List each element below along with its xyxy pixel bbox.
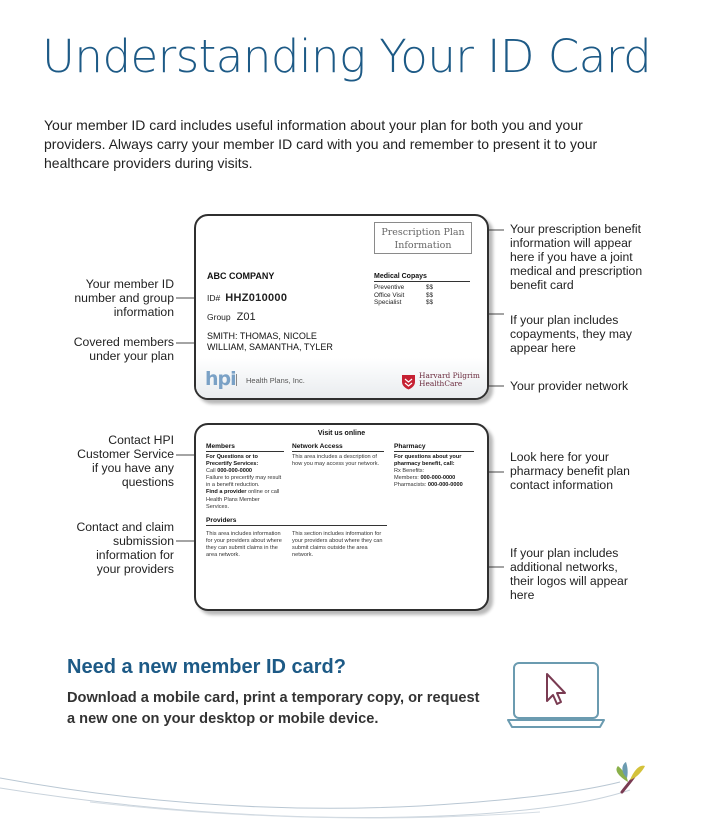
copay-row [374, 299, 470, 307]
call-label: Call [206, 468, 216, 475]
callout-covered-members: Covered members under your plan [73, 335, 174, 363]
cta-heading: Need a new member ID card? [67, 656, 346, 678]
company-name: ABC COMPANY [207, 271, 275, 281]
find-provider-heading: Find a provider [206, 489, 247, 496]
harvard-pilgrim-shield-icon [401, 374, 416, 390]
visit-online-heading: Visit us online [317, 430, 366, 437]
covered-members-line1: SMITH: THOMAS, NICOLE [207, 331, 317, 341]
hpi-tagline: Health Plans, Inc. [246, 376, 305, 385]
logo-divider [236, 374, 237, 386]
cta-body: Download a mobile card, print a temporary copy, or request a new one on your desktop or mobile device. [67, 690, 480, 727]
member-id-value: HHZ010000 [225, 292, 288, 304]
callout-provider-network: Your provider network [510, 379, 629, 393]
callout-contact-hpi: Contact HPI Customer Service if you have any questions [77, 433, 174, 489]
callout-prescription: Your prescription benefit information will appear here if you have a joint medical and prescription benefit card [510, 222, 643, 292]
copay-value: $$ [426, 299, 434, 307]
precertify-note: Failure to precertify may result in a benefit reduction. [206, 475, 282, 489]
callout-copayments: If your plan includes copayments, they may appear here [510, 313, 632, 355]
group-line [207, 311, 256, 323]
questions-heading: For Questions or to Precertify Services: [206, 454, 259, 468]
copay-row [374, 284, 470, 292]
id-card-front [194, 214, 489, 400]
member-id-line [207, 292, 287, 304]
pharmacy-heading: Pharmacy [394, 443, 474, 452]
network-access-column [292, 443, 384, 468]
rx-box-line2: Information [394, 240, 452, 251]
members-heading: Members [206, 443, 284, 452]
medical-copays [374, 273, 470, 307]
pharmacists-label: Pharmacists: [394, 482, 427, 489]
callout-member-id: Your member ID number and group information [74, 277, 174, 319]
members-column [206, 443, 284, 511]
pharmacy-questions: For questions about your pharmacy benefit, call: [394, 454, 462, 468]
harvard-pilgrim-logo-text [419, 372, 480, 388]
member-phone: 000-000-0000 [217, 468, 253, 475]
providers-heading: Providers [206, 517, 387, 526]
id-label: ID# [207, 293, 221, 303]
laptop-cursor-icon [507, 660, 605, 730]
pharmacists-phone: 000-000-0000 [427, 482, 463, 489]
copay-label: Specialist [374, 299, 402, 307]
group-value: Z01 [236, 311, 256, 323]
pharmacy-text [394, 454, 474, 489]
hpi-logo: hpi [205, 368, 236, 390]
network-access-text: This area includes a description of how you may access your network. [292, 454, 380, 468]
members-text [206, 454, 284, 511]
copays-title: Medical Copays [374, 273, 470, 282]
providers-section [206, 517, 387, 528]
pharmacy-members-label: Members: [394, 475, 419, 482]
hp-logo-line2: HealthCare [419, 379, 463, 388]
copay-value: $$ [426, 284, 434, 291]
pharmacy-members-phone: 000-000-0000 [420, 475, 456, 482]
callout-pharmacy: Look here for your pharmacy benefit plan contact information [510, 450, 630, 492]
copay-row [374, 292, 470, 300]
callout-networks: If your plan includes additional networks, their logos will appear here [510, 546, 628, 602]
intro-paragraph: Your member ID card includes useful information about your plan for both you and your providers. Always carry your member ID card with you and remember to present it to your healthcare providers during visits. [44, 117, 598, 171]
hp-logo-line1: Harvard Pilgrim [419, 371, 480, 380]
pharmacy-column [394, 443, 474, 489]
footer-swoosh [0, 740, 713, 826]
network-access-heading: Network Access [292, 443, 384, 452]
copay-label: Preventive [374, 284, 405, 291]
id-card-back [194, 423, 489, 611]
copay-value: $$ [426, 291, 434, 299]
providers-text-2: This section includes information for your providers about where they can submit claims outside the area network. [292, 531, 383, 559]
providers-text-1: This area includes information for your providers about where they can submit claims in the area network. [206, 531, 282, 559]
copay-label: Office Visit [374, 291, 405, 299]
page-title: Understanding Your ID Card [42, 30, 652, 83]
dragonfly-icon [616, 762, 645, 792]
find-provider-text: online or call Health Plans Member Services. [206, 489, 280, 510]
rx-benefits-label: Rx Benefits: [394, 468, 425, 475]
prescription-plan-box [374, 222, 472, 254]
covered-members-line2: WILLIAM, SAMANTHA, TYLER [207, 342, 333, 352]
callout-contact-claims: Contact and claim submission information for your providers [76, 520, 174, 576]
rx-box-line1: Prescription Plan [381, 227, 465, 238]
group-label: Group [207, 312, 231, 322]
